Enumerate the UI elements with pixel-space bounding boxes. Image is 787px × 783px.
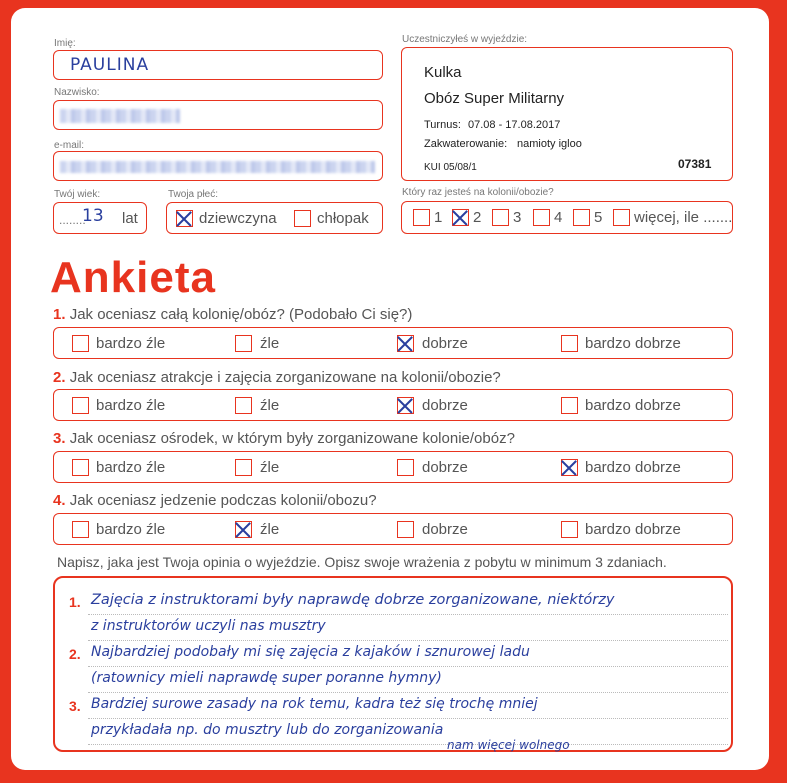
q1-opt-3-checkbox[interactable] <box>397 335 414 352</box>
times-more-label: więcej, ile ....... <box>634 209 733 226</box>
email-field[interactable] <box>53 151 383 181</box>
q2-opt-4-label: bardzo dobrze <box>585 397 681 414</box>
trip-number: 07381 <box>678 157 712 171</box>
surname-label: Nazwisko: <box>54 87 100 98</box>
surname-redacted <box>60 109 180 123</box>
q4-opt-4-checkbox[interactable] <box>561 521 578 538</box>
opinion-line-4: (ratownicy mieli naprawdę super poranne hymny) <box>91 670 442 686</box>
q3-opt-2-label: źle <box>260 459 280 476</box>
name-label: Imię: <box>54 38 76 49</box>
times-more-checkbox[interactable] <box>613 209 630 226</box>
surname-field[interactable] <box>53 100 383 130</box>
email-label: e-mail: <box>54 140 85 151</box>
trip-info-box <box>401 47 733 181</box>
answer-row-3 <box>53 451 733 483</box>
name-field[interactable] <box>53 50 383 80</box>
times-3-label: 3 <box>513 209 522 226</box>
opinion-line-2: z instruktorów uczyli nas musztry <box>91 618 326 634</box>
times-5-label: 5 <box>594 209 603 226</box>
q1-opt-3-label: dobrze <box>422 335 468 352</box>
question-2-text: Jak oceniasz atrakcje i zajęcia zorganizowane na kolonii/obozie? <box>69 369 501 386</box>
times-field <box>401 201 733 234</box>
q2-opt-3-label: dobrze <box>422 397 468 414</box>
q3-opt-2-checkbox[interactable] <box>235 459 252 476</box>
trip-label: Uczestniczyłeś w wyjeździe: <box>402 34 528 45</box>
opinion-line-1: Zajęcia z instruktorami były naprawdę dobrze zorganizowane, niektórzy <box>91 592 615 608</box>
turnus-label: Turnus: <box>424 119 461 131</box>
turnus-value: 07.08 - 17.08.2017 <box>468 119 561 131</box>
gender-field <box>166 202 383 234</box>
age-label: Twój wiek: <box>54 189 101 200</box>
gender-female-checkbox[interactable] <box>176 210 193 227</box>
opinion-number-3: 3. <box>69 698 81 714</box>
q2-opt-1-label: bardzo źle <box>96 397 166 414</box>
q1-opt-2-checkbox[interactable] <box>235 335 252 352</box>
times-3-checkbox[interactable] <box>492 209 509 226</box>
q4-opt-3-checkbox[interactable] <box>397 521 414 538</box>
rule-2 <box>88 640 728 641</box>
question-2 <box>53 369 501 386</box>
q4-opt-2-label: źle <box>260 521 280 538</box>
times-1-label: 1 <box>434 209 443 226</box>
q4-opt-1-label: bardzo źle <box>96 521 166 538</box>
times-2-checkbox[interactable] <box>452 209 469 226</box>
survey-title: Ankieta <box>50 253 216 302</box>
q3-opt-4-checkbox[interactable] <box>561 459 578 476</box>
q2-opt-4-checkbox[interactable] <box>561 397 578 414</box>
rule-1 <box>88 614 728 615</box>
question-1-number: 1. <box>53 306 66 323</box>
gender-male-label: chłopak <box>317 210 369 227</box>
gender-female-label: dziewczyna <box>199 210 277 227</box>
age-dots: ........ <box>59 213 86 227</box>
question-3-number: 3. <box>53 430 66 447</box>
times-5-checkbox[interactable] <box>573 209 590 226</box>
question-1 <box>53 306 412 323</box>
q1-opt-2-label: źle <box>260 335 280 352</box>
q3-opt-1-checkbox[interactable] <box>72 459 89 476</box>
answer-row-2 <box>53 389 733 421</box>
opinion-line-5: Bardziej surowe zasady na rok temu, kadra też się trochę mniej <box>91 696 538 712</box>
q3-opt-4-label: bardzo dobrze <box>585 459 681 476</box>
age-value: 13 <box>82 206 104 226</box>
times-1-checkbox[interactable] <box>413 209 430 226</box>
opinion-line-7: nam więcej wolnego <box>447 738 570 752</box>
times-2-label: 2 <box>473 209 482 226</box>
q4-opt-1-checkbox[interactable] <box>72 521 89 538</box>
question-4-number: 4. <box>53 492 66 509</box>
trip-camp: Obóz Super Militarny <box>424 90 565 107</box>
q1-opt-4-checkbox[interactable] <box>561 335 578 352</box>
times-4-label: 4 <box>554 209 563 226</box>
q3-opt-3-checkbox[interactable] <box>397 459 414 476</box>
q4-opt-3-label: dobrze <box>422 521 468 538</box>
q1-opt-1-checkbox[interactable] <box>72 335 89 352</box>
opinion-number-2: 2. <box>69 646 81 662</box>
rule-4 <box>88 692 728 693</box>
question-2-number: 2. <box>53 369 66 386</box>
question-4-text: Jak oceniasz jedzenie podczas kolonii/obozu? <box>69 492 377 509</box>
answer-row-1 <box>53 327 733 359</box>
opinion-prompt: Napisz, jaka jest Twoja opinia o wyjeździe. Opisz swoje wrażenia z pobytu w minimum 3 zdaniach. <box>57 554 667 570</box>
question-3-text: Jak oceniasz ośrodek, w którym były zorganizowane kolonie/obóz? <box>69 430 515 447</box>
opinion-number-1: 1. <box>69 594 81 610</box>
q2-opt-3-checkbox[interactable] <box>397 397 414 414</box>
rule-3 <box>88 666 728 667</box>
q4-opt-2-checkbox[interactable] <box>235 521 252 538</box>
lodging-value: namioty igloo <box>517 138 582 150</box>
opinion-line-6: przykładała np. do musztry lub do zorganizowania <box>91 722 444 738</box>
opinion-line-3: Najbardziej podobały mi się zajęcia z kajaków i sznurowej ladu <box>91 644 530 660</box>
lodging-label: Zakwaterowanie: <box>424 138 508 150</box>
question-1-text: Jak oceniasz całą kolonię/obóz? (Podobało Ci się?) <box>69 306 413 323</box>
question-3 <box>53 430 515 447</box>
q4-opt-4-label: bardzo dobrze <box>585 521 681 538</box>
trip-name: Kulka <box>424 64 462 81</box>
rule-5 <box>88 718 728 719</box>
question-4 <box>53 492 377 509</box>
age-unit: lat <box>122 210 138 227</box>
q3-opt-3-label: dobrze <box>422 459 468 476</box>
times-label: Który raz jesteś na kolonii/obozie? <box>402 187 554 198</box>
q2-opt-2-checkbox[interactable] <box>235 397 252 414</box>
answer-row-4 <box>53 513 733 545</box>
age-field[interactable] <box>53 202 147 234</box>
trip-code: KUI 05/08/1 <box>424 162 477 173</box>
gender-male-checkbox[interactable] <box>294 210 311 227</box>
q1-opt-1-label: bardzo źle <box>96 335 166 352</box>
gender-label: Twoja płeć: <box>168 189 219 200</box>
rule-6 <box>88 744 728 745</box>
email-redacted <box>60 161 375 173</box>
q1-opt-4-label: bardzo dobrze <box>585 335 681 352</box>
q3-opt-1-label: bardzo źle <box>96 459 166 476</box>
name-value: PAULINA <box>70 55 150 75</box>
times-4-checkbox[interactable] <box>533 209 550 226</box>
q2-opt-2-label: źle <box>260 397 280 414</box>
q2-opt-1-checkbox[interactable] <box>72 397 89 414</box>
